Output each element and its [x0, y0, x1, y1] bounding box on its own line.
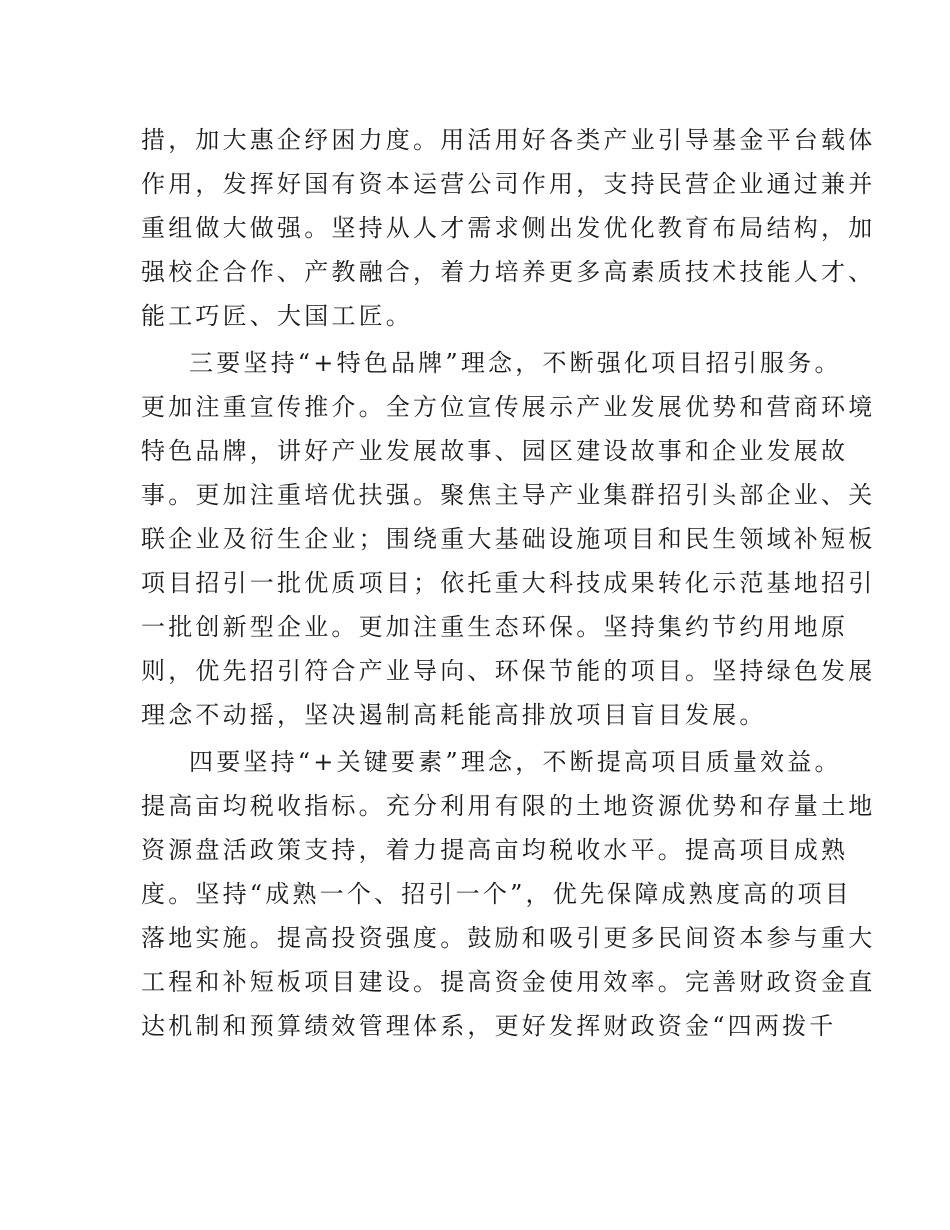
paragraph-3-line-7: 达机制和预算绩效管理体系，更好发挥财政资金“四两拨千: [141, 1012, 837, 1040]
paragraph-2-line-6: 项目招引一批优质项目；依托重大科技成果转化示范基地招引: [141, 569, 876, 597]
paragraph-2-line-1: 三要坚持“+特色品牌”理念，不断强化项目招引服务。: [189, 349, 842, 377]
paragraph-1-line-2: 作用，发挥好国有资本运营公司作用，支持民营企业通过兼并: [141, 170, 876, 198]
paragraph-1-line-3: 重组做大做强。坚持从人才需求侧出发优化教育布局结构，加: [141, 214, 876, 242]
paragraph-1-line-1: 措，加大惠企纾困力度。用活用好各类产业引导基金平台载体: [141, 126, 876, 154]
paragraph-3-line-5: 落地实施。提高投资强度。鼓励和吸引更多民间资本参与重大: [141, 924, 876, 952]
paragraph-3-line-3: 资源盘活政策支持，着力提高亩均税收水平。提高项目成熟: [141, 836, 849, 864]
paragraph-2-line-9: 理念不动摇，坚决遏制高耗能高排放项目盲目发展。: [141, 701, 767, 729]
paragraph-2-line-4: 事。更加注重培优扶强。聚焦主导产业集群招引头部企业、关: [141, 481, 876, 509]
paragraph-2-line-2: 更加注重宣传推介。全方位宣传展示产业发展优势和营商环境: [141, 393, 876, 421]
paragraph-2-line-3: 特色品牌，讲好产业发展故事、园区建设故事和企业发展故: [141, 437, 849, 465]
paragraph-2-line-8: 则，优先招引符合产业导向、环保节能的项目。坚持绿色发展: [141, 657, 876, 685]
paragraph-1-line-4: 强校企合作、产教融合，着力培养更多高素质技术技能人才、: [141, 258, 876, 286]
paragraph-3-line-6: 工程和补短板项目建设。提高资金使用效率。完善财政资金直: [141, 968, 876, 996]
paragraph-1-line-5: 能工巧匠、大国工匠。: [141, 302, 413, 330]
paragraph-2-line-7: 一批创新型企业。更加注重生态环保。坚持集约节约用地原: [141, 613, 849, 641]
paragraph-3-line-1: 四要坚持“+关键要素”理念，不断提高项目质量效益。: [189, 748, 842, 776]
paragraph-3-line-2: 提高亩均税收指标。充分利用有限的土地资源优势和存量土地: [141, 792, 876, 820]
paragraph-3-line-4: 度。坚持“成熟一个、招引一个”，优先保障成熟度高的项目: [141, 880, 852, 908]
paragraph-2-line-5: 联企业及衍生企业；围绕重大基础设施项目和民生领域补短板: [141, 525, 876, 553]
